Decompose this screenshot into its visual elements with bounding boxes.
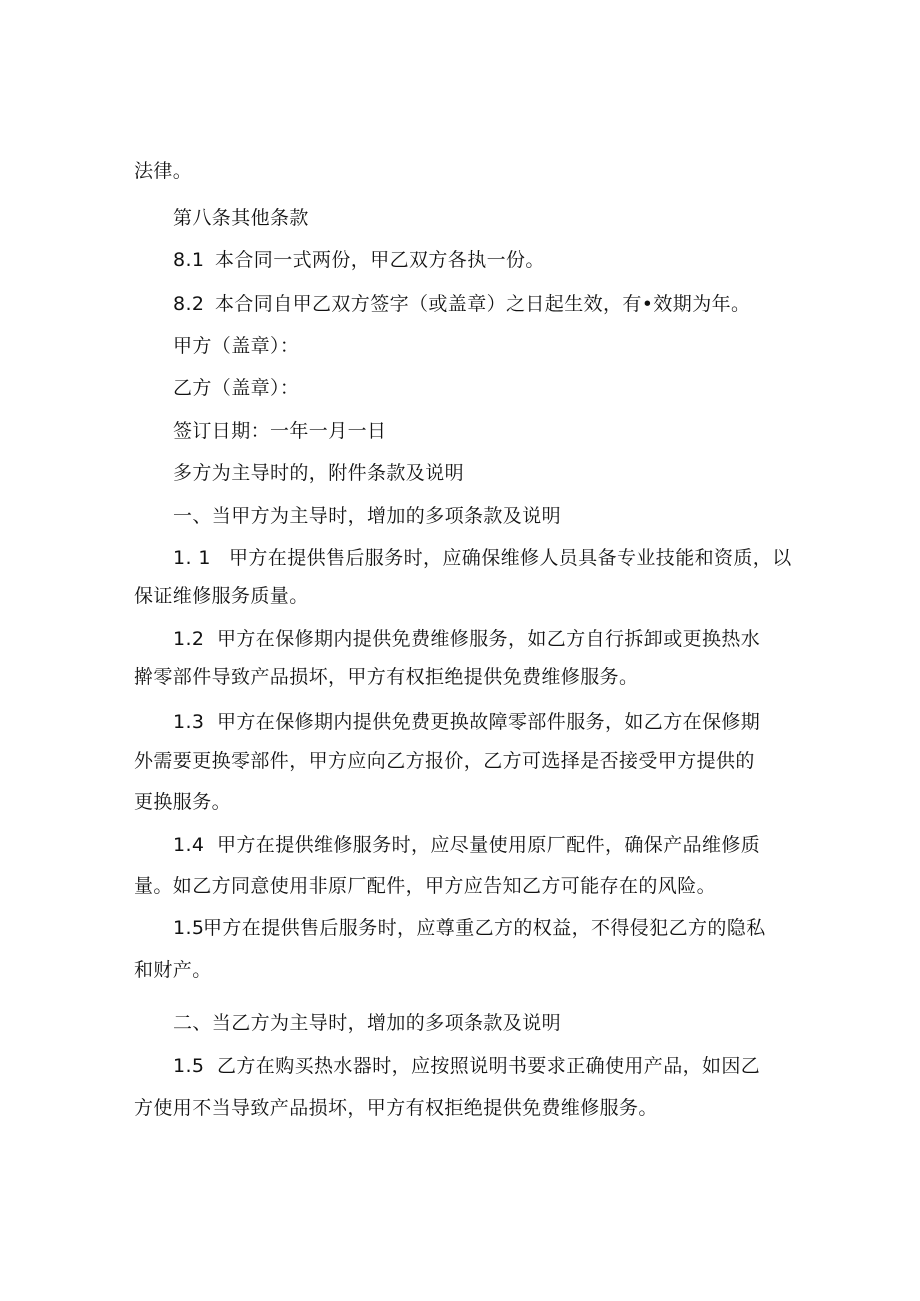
section1-item1-line1 — [173, 545, 792, 571]
clause-8-1 — [173, 247, 545, 273]
section1-heading: 一、当甲方为主导时，增加的多项条款及说明 — [173, 505, 562, 527]
clause-number: 8.1 — [173, 249, 205, 271]
signing-date: 签订日期：一年一月一日 — [173, 420, 387, 442]
section1-item2-line2: 擀零部件导致产品损坏，甲方有权拒绝提供免费维修服务。 — [134, 666, 639, 688]
clause-8-2 — [173, 291, 750, 317]
continuation-text: 法律。 — [134, 160, 193, 182]
section1-item2-line1 — [173, 626, 760, 652]
section2-item1-line2: 方使用不当导致产品损坏，甲方有权拒绝提供免费维修服务。 — [134, 1097, 658, 1119]
appendix-title: 多方为主导时的，附件条款及说明 — [173, 462, 465, 484]
item-text: 乙方在购买热水器时，应按照说明书要求正确使用产品，如因乙 — [217, 1055, 761, 1077]
item-text: 甲方在提供售后服务时，应确保维修人员具备专业技能和资质，以 — [229, 547, 792, 569]
party-b-seal: 乙方（盖章）： — [173, 377, 300, 399]
section1-item3-line2: 外需要更换零部件，甲方应向乙方报价，乙方可选择是否接受甲方提供的 — [134, 750, 755, 772]
section2-heading: 二、当乙方为主导时，增加的多项条款及说明 — [173, 1012, 562, 1034]
item-number: 1.4 — [173, 834, 205, 856]
clause-text: 本合同一式两份，甲乙双方各执一份。 — [215, 249, 545, 271]
item-number: 1.5 — [173, 917, 205, 939]
section1-item4-line2: 量。如乙方同意使用非原厂配件，甲方应告知乙方可能存在的风险。 — [134, 875, 717, 897]
article8-heading: 第八条其他条款 — [173, 207, 309, 229]
item-number: 1. 1 — [173, 547, 211, 569]
section1-item5-line2: 和财产。 — [134, 959, 212, 981]
party-a-seal: 甲方（盖章）： — [173, 335, 300, 357]
clause-number: 8.2 — [173, 293, 205, 315]
item-number: 1.2 — [173, 628, 205, 650]
section1-item5-line1 — [173, 915, 766, 941]
clause-text: 本合同自甲乙双方签字（或盖章）之日起生效，有•效期为年。 — [215, 293, 751, 315]
section1-item3-line3: 更换服务。 — [134, 791, 232, 813]
section2-item1-line1 — [173, 1053, 760, 1079]
section1-item3-line1 — [173, 709, 760, 735]
item-text: 甲方在保修期内提供免费更换故障零部件服务，如乙方在保修期 — [217, 711, 761, 733]
item-text: 甲方在提供售后服务时，应尊重乙方的权益，不得侵犯乙方的隐私 — [203, 917, 766, 939]
item-number: 1.3 — [173, 711, 205, 733]
item-text: 甲方在保修期内提供免费维修服务，如乙方自行拆卸或更换热水 — [217, 628, 761, 650]
section1-item1-line2: 保证维修服务质量。 — [134, 585, 309, 607]
item-text: 甲方在提供维修服务时，应尽量使用原厂配件，确保产品维修质 — [217, 834, 761, 856]
section1-item4-line1 — [173, 832, 760, 858]
item-number: 1.5 — [173, 1055, 205, 1077]
